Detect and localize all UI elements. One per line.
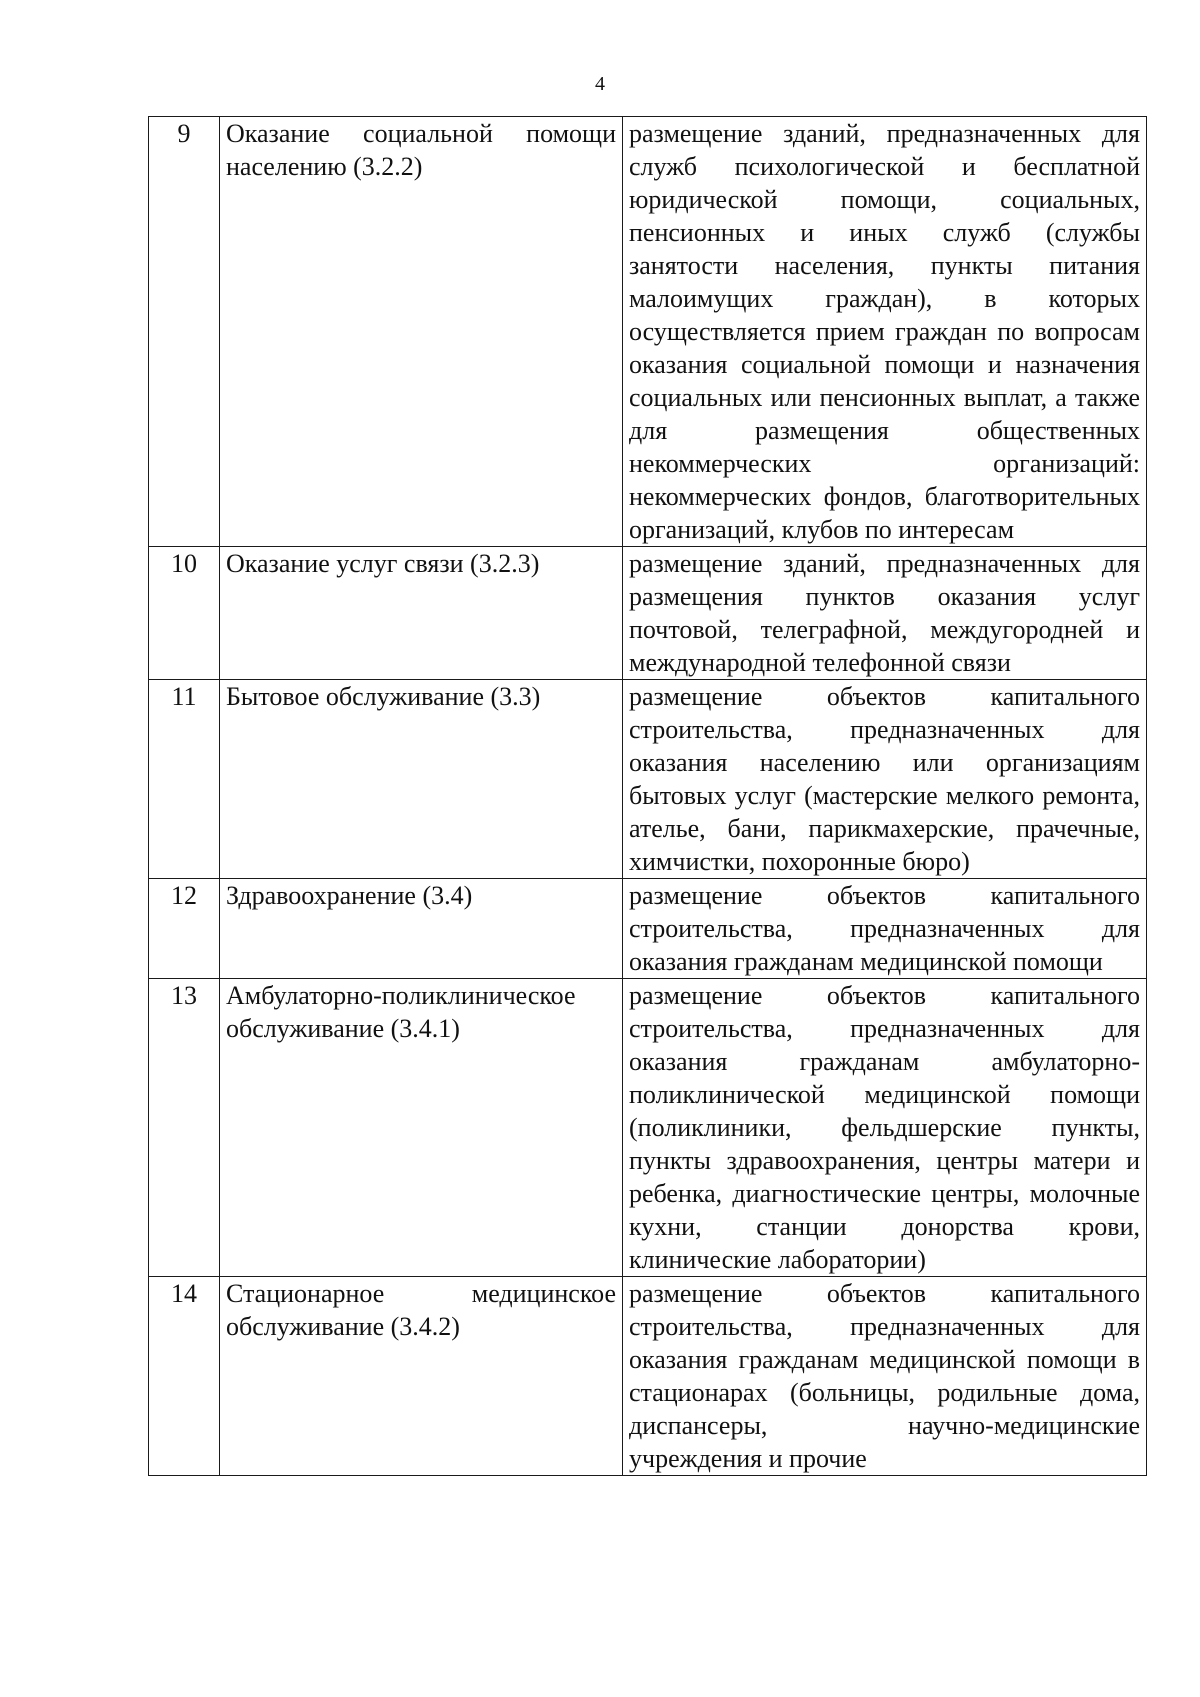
- use-type-description: размещение объектов капитального строительства, предназначенных для оказания населению или организациям бытовых услуг (мастерские мелкого ремонта, ателье, бани, парикмахерские, прачечные, химчистки, похоронные бюро): [623, 680, 1147, 879]
- use-type-name: Стационарное медицинское обслуживание (3.4.2): [220, 1277, 623, 1476]
- row-number: 13: [149, 979, 220, 1277]
- use-type-description: размещение объектов капитального строительства, предназначенных для оказания гражданам медицинской помощи: [623, 879, 1147, 979]
- row-number: 10: [149, 547, 220, 680]
- table-row: [149, 979, 1147, 1277]
- use-type-name: Бытовое обслуживание (3.3): [220, 680, 623, 879]
- use-type-name: Здравоохранение (3.4): [220, 879, 623, 979]
- table-row: [149, 879, 1147, 979]
- table-row: [149, 117, 1147, 547]
- table-row: [149, 680, 1147, 879]
- use-type-name: Амбулаторно-поликлиническое обслуживание (3.4.1): [220, 979, 623, 1277]
- use-type-description: размещение объектов капитального строительства, предназначенных для оказания гражданам медицинской помощи в стационарах (больницы, родильные дома, диспансеры, научно-медицинские учреждения и прочие: [623, 1277, 1147, 1476]
- use-type-description: размещение зданий, предназначенных для служб психологической и бесплатной юридической помощи, социальных, пенсионных и иных служб (службы занятости населения, пункты питания малоимущих граждан), в которых осуществляется прием граждан по вопросам оказания социальной помощи и назначения социальных или пенсионных выплат, а также для размещения общественных некоммерческих организаций: некоммерческих фондов, благотворительных организаций, клубов по интересам: [623, 117, 1147, 547]
- page-number: 4: [595, 73, 605, 95]
- row-number: 11: [149, 680, 220, 879]
- table-row: [149, 1277, 1147, 1476]
- use-type-description: размещение объектов капитального строительства, предназначенных для оказания гражданам амбулаторно-поликлинической медицинской помощи (поликлиники, фельдшерские пункты, пункты здравоохранения, центры матери и ребенка, диагностические центры, молочные кухни, станции донорства крови, клинические лаборатории): [623, 979, 1147, 1277]
- use-type-description: размещение зданий, предназначенных для размещения пунктов оказания услуг почтовой, телеграфной, междугородней и международной телефонной связи: [623, 547, 1147, 680]
- row-number: 9: [149, 117, 220, 547]
- row-number: 14: [149, 1277, 220, 1476]
- use-type-name: Оказание услуг связи (3.2.3): [220, 547, 623, 680]
- land-use-table: [148, 116, 1147, 1476]
- table-row: [149, 547, 1147, 680]
- use-type-name: Оказание социальной помощи населению (3.2.2): [220, 117, 623, 547]
- row-number: 12: [149, 879, 220, 979]
